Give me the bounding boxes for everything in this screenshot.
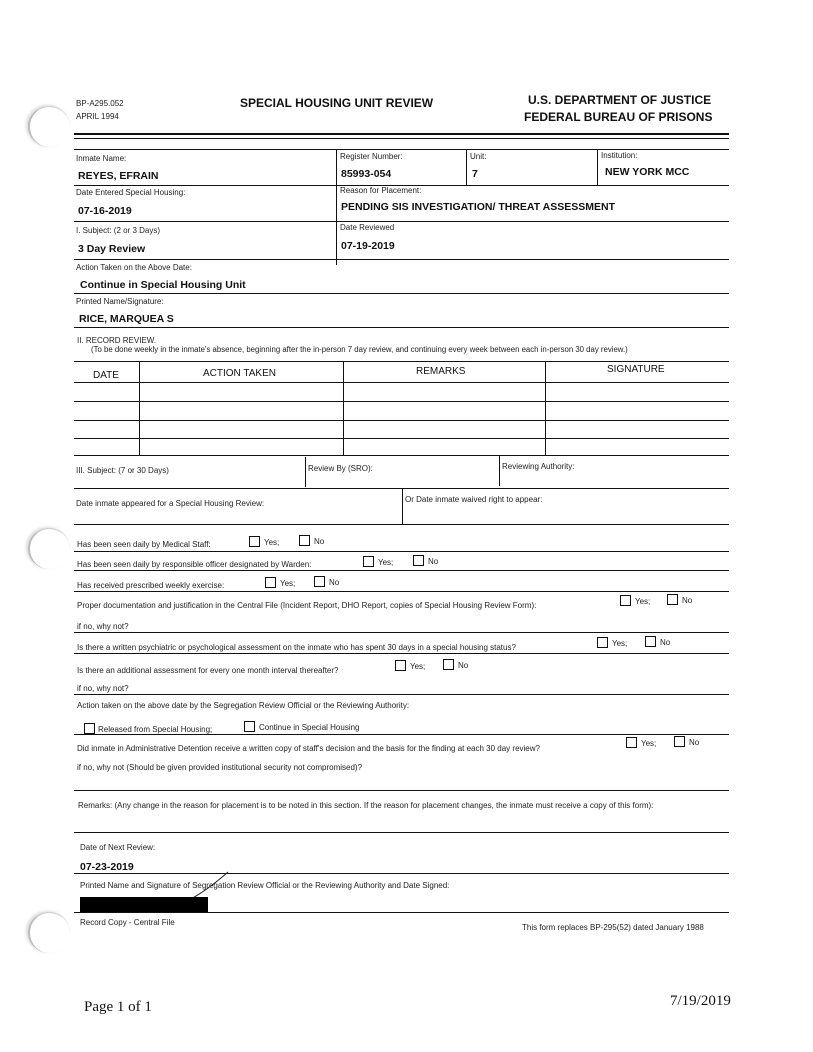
- medical-yes-checkbox[interactable]: [249, 536, 260, 547]
- row-rule-2: [74, 221, 729, 222]
- next-review-date: 07-23-2019: [80, 861, 134, 873]
- date-entered-label: Date Entered Special Housing:: [76, 188, 186, 197]
- review-row-4: [74, 438, 729, 439]
- remarks-label: Remarks: (Any change in the reason for placement is to be noted in this section. If the reason for placement changes, the inmate must receive a copy of this form):: [78, 801, 654, 810]
- printed-name-label: Printed Name/Signature:: [76, 297, 164, 306]
- medical-label: Has been seen daily by Medical Staff:: [77, 540, 211, 549]
- detention-no-checkbox[interactable]: [674, 736, 685, 747]
- header-rule: [74, 133, 729, 135]
- medical-rule: [74, 551, 729, 552]
- form-replaces-note: This form replaces BP-295(52) dated January 1988: [522, 923, 704, 932]
- documentation-yes-checkbox[interactable]: [620, 595, 631, 606]
- warden-yes-checkbox[interactable]: [363, 556, 374, 567]
- detention-yes-checkbox[interactable]: [626, 737, 637, 748]
- exercise-no-label: No: [329, 578, 340, 587]
- register-number: 85993-054: [341, 168, 392, 180]
- column-header-date: DATE: [93, 370, 119, 381]
- documentation-label: Proper documentation and justification in the Central File (Incident Report, DHO Report, copies of Special Housing Review Form):: [77, 601, 537, 610]
- continue-checkbox[interactable]: [244, 721, 255, 732]
- print-date: 7/19/2019: [670, 993, 731, 1009]
- exercise-yes-label: Yes;: [280, 579, 296, 588]
- exercise-label: Has received prescribed weekly exercise:: [77, 581, 225, 590]
- inmate-name-label: Inmate Name:: [76, 154, 127, 163]
- column-header-remarks: REMARKS: [416, 366, 466, 377]
- record-copy-label: Record Copy - Central File: [80, 918, 175, 927]
- punch-hole-top: [28, 106, 70, 147]
- psych-no-label: No: [660, 638, 671, 647]
- psych-no-checkbox[interactable]: [645, 636, 656, 647]
- documentation-rule: [74, 632, 729, 633]
- additional-yes-checkbox[interactable]: [395, 660, 406, 671]
- punch-hole-middle: [28, 528, 70, 569]
- detention-rule: [74, 790, 729, 791]
- unit-label: Unit:: [470, 152, 487, 161]
- review-col-3: [545, 361, 546, 455]
- appeared-label: Date inmate appeared for a Special Housing Review:: [76, 499, 265, 508]
- record-review-title: II. RECORD REVIEW.: [77, 336, 157, 345]
- detention-why-label: if no, why not (Should be given provided institutional security not compromised)?: [77, 763, 363, 772]
- record-review-note: (To be done weekly in the inmate's absence, beginning after the in-person 7 day review, and continuing every week between each in-person 30 day review.): [91, 345, 628, 354]
- psych-yes-label: Yes;: [612, 639, 628, 648]
- documentation-yes-label: Yes;: [635, 597, 651, 606]
- psych-yes-checkbox[interactable]: [597, 637, 608, 648]
- psych-rule: [74, 653, 729, 654]
- action-value: Continue in Special Housing Unit: [80, 279, 246, 291]
- reason-label: Reason for Placement:: [340, 186, 422, 195]
- detention-yes-label: Yes;: [641, 739, 657, 748]
- section3-subject-label: III. Subject: (7 or 30 Days): [76, 466, 169, 475]
- institution-label: Institution:: [601, 151, 638, 160]
- additional-no-label: No: [458, 661, 469, 670]
- documentation-why-label: if no, why not?: [77, 622, 129, 631]
- next-review-rule: [74, 873, 729, 874]
- action-label: Action Taken on the Above Date:: [76, 263, 192, 272]
- warden-no-label: No: [428, 557, 439, 566]
- column-header-action: ACTION TAKEN: [203, 368, 276, 379]
- section3-rule-2: [74, 524, 729, 525]
- date-reviewed: 07-19-2019: [341, 240, 395, 252]
- next-review-label: Date of Next Review:: [80, 843, 156, 852]
- medical-no-label: No: [314, 537, 325, 546]
- inmate-name: REYES, EFRAIN: [78, 170, 159, 182]
- documentation-no-label: No: [682, 596, 693, 605]
- released-label: Released from Special Housing;: [98, 725, 213, 734]
- page-number: Page 1 of 1: [84, 999, 152, 1015]
- additional-assessment-label: Is there an additional assessment for every one month interval thereafter?: [77, 666, 339, 675]
- exercise-no-checkbox[interactable]: [314, 576, 325, 587]
- warden-label: Has been seen daily by responsible officer designated by Warden:: [77, 560, 312, 569]
- reason-value: PENDING SIS INVESTIGATION/ THREAT ASSESSMENT: [341, 201, 615, 213]
- signature-label: Printed Name and Signature of Segregation Review Official or the Reviewing Authority and Date Signed:: [80, 881, 450, 890]
- exercise-yes-checkbox[interactable]: [265, 577, 276, 588]
- warden-rule: [74, 570, 729, 571]
- waived-label: Or Date inmate waived right to appear:: [405, 495, 543, 504]
- reviewing-authority-label: Reviewing Authority:: [502, 462, 575, 471]
- additional-rule: [74, 694, 729, 695]
- subject-value: 3 Day Review: [78, 243, 146, 255]
- medical-no-checkbox[interactable]: [299, 535, 310, 546]
- form-number: BP-A295.052: [76, 99, 124, 108]
- form-title: SPECIAL HOUSING UNIT REVIEW: [240, 96, 434, 110]
- action-taken-rule: [74, 734, 729, 735]
- signature-rule: [74, 912, 729, 913]
- review-col-1: [139, 361, 140, 455]
- warden-yes-label: Yes;: [378, 558, 394, 567]
- section3-divider-1: [305, 457, 306, 487]
- row-rule-3: [74, 259, 729, 260]
- col-divider-2: [466, 149, 467, 185]
- continue-label: Continue in Special Housing: [259, 723, 360, 732]
- released-checkbox[interactable]: [84, 723, 95, 734]
- remarks-rule: [74, 832, 729, 833]
- date-reviewed-label: Date Reviewed: [340, 223, 395, 232]
- form-date: APRIL 1994: [76, 112, 119, 121]
- agency-name: U.S. DEPARTMENT OF JUSTICE: [528, 93, 712, 107]
- row-rule-5: [74, 327, 729, 328]
- col-divider-1: [336, 149, 337, 265]
- redacted-signature: [80, 897, 208, 913]
- action-taken-label: Action taken on the above date by the Segregation Review Official or the Reviewing Authority:: [77, 701, 410, 710]
- punch-hole-bottom: [28, 912, 70, 953]
- review-table-top: [74, 361, 729, 362]
- subject-label: I. Subject: (2 or 3 Days): [76, 226, 161, 235]
- additional-why-label: if no, why not?: [77, 684, 129, 693]
- bureau-name: FEDERAL BUREAU OF PRISONS: [524, 110, 713, 124]
- review-col-2: [343, 361, 344, 455]
- detention-no-label: No: [689, 738, 700, 747]
- unit-value: 7: [472, 168, 478, 180]
- review-row-3: [74, 420, 729, 421]
- review-row-1: [74, 382, 729, 383]
- section3-divider-2: [499, 456, 500, 486]
- row-rule-4: [74, 293, 729, 294]
- additional-yes-label: Yes;: [410, 662, 426, 671]
- detention-label: Did inmate in Administrative Detention receive a written copy of staff's decision and the basis for the finding at each 30 day review?: [77, 744, 540, 753]
- exercise-rule: [74, 591, 729, 592]
- table-top-border: [74, 149, 729, 150]
- review-row-2: [74, 401, 729, 402]
- review-by-label: Review By (SRO):: [308, 464, 373, 473]
- additional-no-checkbox[interactable]: [443, 659, 454, 670]
- printed-name: RICE, MARQUEA S: [79, 313, 174, 325]
- documentation-no-checkbox[interactable]: [667, 594, 678, 605]
- warden-no-checkbox[interactable]: [413, 555, 424, 566]
- appeared-divider: [402, 488, 403, 524]
- register-number-label: Register Number:: [340, 152, 403, 161]
- date-entered: 07-16-2019: [78, 205, 132, 217]
- col-divider-3: [597, 149, 598, 185]
- medical-yes-label: Yes;: [264, 538, 280, 547]
- institution-value: NEW YORK MCC: [605, 166, 690, 178]
- column-header-signature: SIGNATURE: [607, 364, 665, 375]
- psych-assessment-label: Is there a written psychiatric or psychological assessment on the inmate who has spent 30 days in a special housing status?: [77, 643, 516, 652]
- header-rule-thin: [74, 138, 729, 139]
- review-row-5: [74, 455, 729, 456]
